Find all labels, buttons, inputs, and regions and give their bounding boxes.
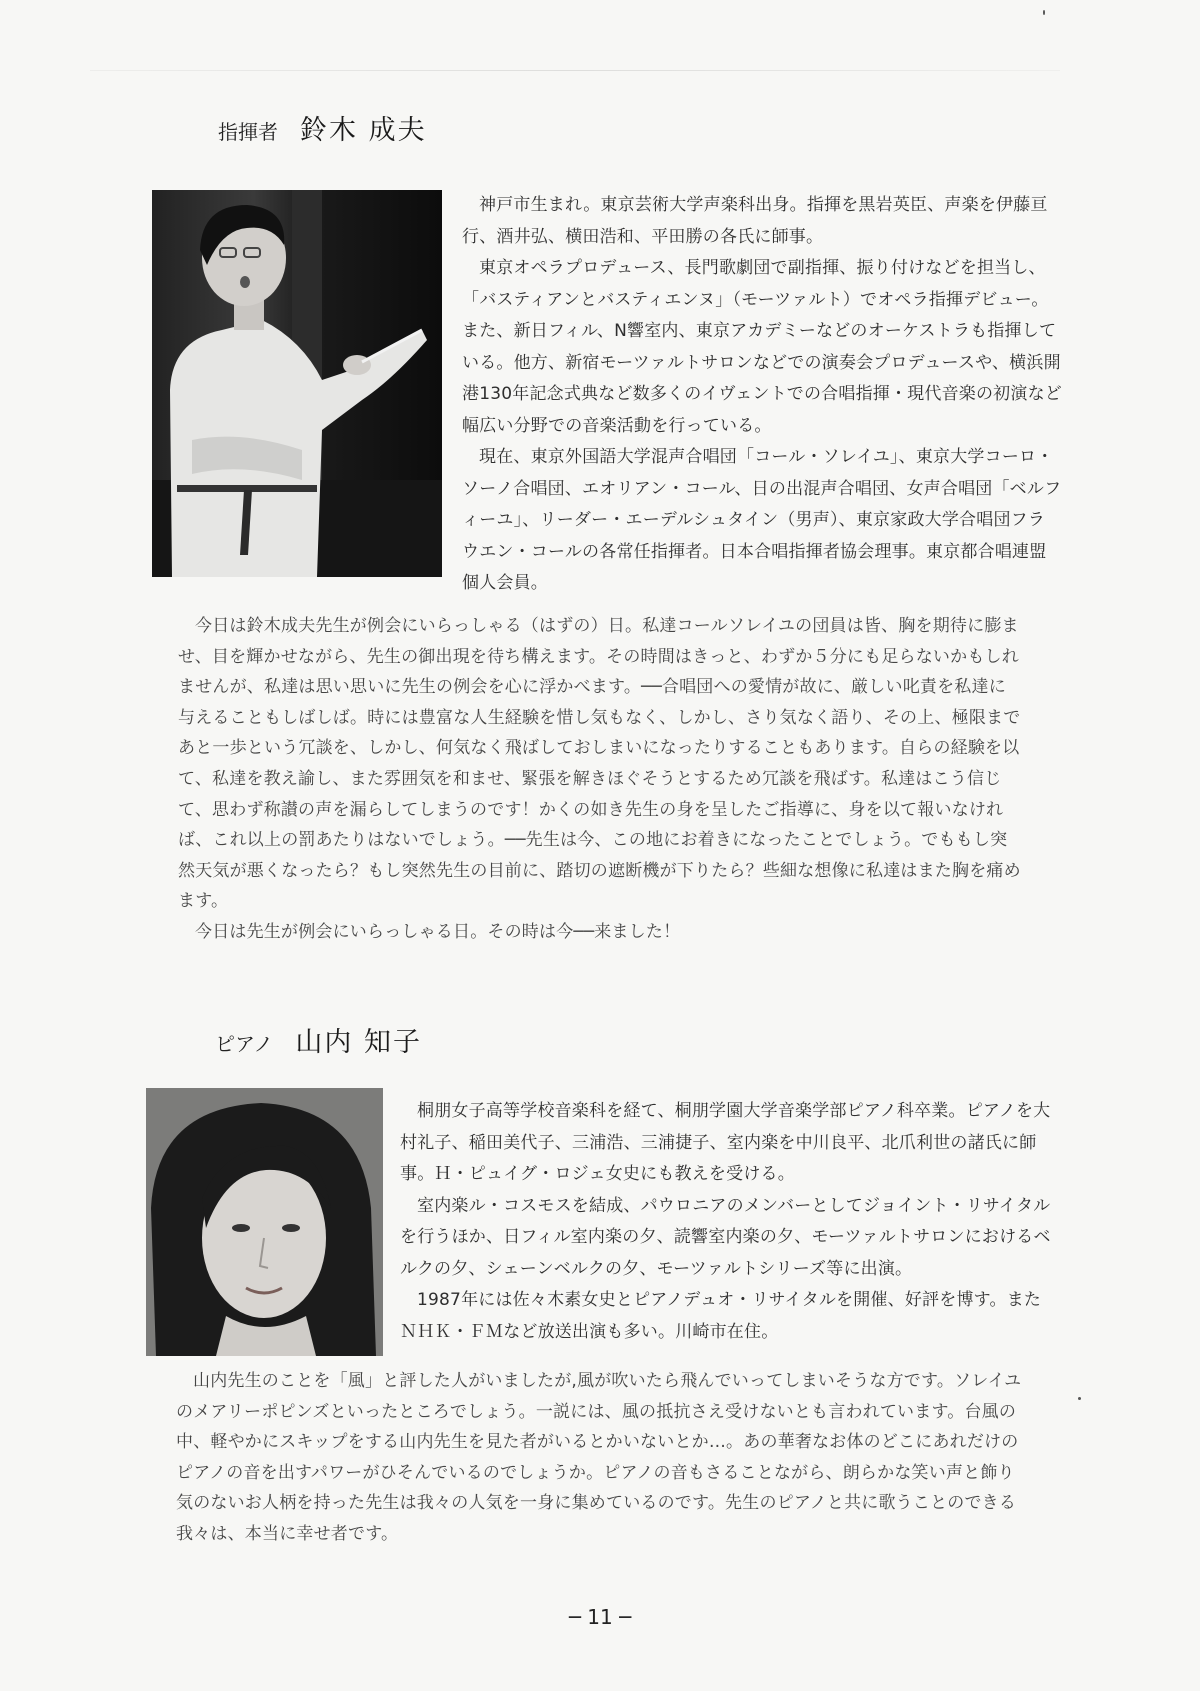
conductor-bio-paragraph: 神戸市生まれ。東京芸術大学声楽科出身。指揮を黒岩英臣、声楽を伊藤亘行、酒井弘、横田浩和、平田勝の各氏に師事。 <box>462 195 1048 247</box>
pianist-bio-paragraph: 室内楽ル・コスモスを結成、パウロニアのメンバーとしてジョイント・リサイタルを行うほか、日フィル室内楽の夕、読響室内楽の夕、モーツァルトサロンにおけるベルクの夕、シェーンベルクの夕、モーツァルトシリーズ等に出演。 <box>400 1195 1051 1279</box>
conductor-bio-paragraph: 現在、東京外国語大学混声合唱団「コール・ソレイユ」、東京大学コーロ・ソーノ合唱団、エオリアン・コール、日の出混声合唱団、女声合唱団「ベルフィーユ」、リーダー・エーデルシュタイン（男声）、東京家政大学合唱団フラウエン・コールの各常任指揮者。日本合唱指揮者協会理事。東京都合唱連盟個人会員。 <box>462 447 1062 593</box>
scan-artifact-line <box>90 70 1060 71</box>
pianist-name: 山内 知子 <box>295 1027 422 1058</box>
pianist-photo <box>146 1088 383 1356</box>
conductor-role-label: 指揮者 <box>218 120 278 144</box>
conductor-heading <box>218 108 427 147</box>
pianist-heading <box>215 1020 422 1059</box>
pianist-bio-paragraph: 1987年には佐々木素女史とピアノデュオ・リサイタルを開催、好評を博す。またＮＨＫ・ＦＭなど放送出演も多い。川崎市在住。 <box>400 1290 1042 1342</box>
pianist-biography <box>400 1096 1055 1348</box>
conductor-name: 鈴木 成夫 <box>300 115 427 146</box>
pianist-essay <box>176 1366 1024 1550</box>
scan-speck <box>1078 1397 1081 1400</box>
conductor-essay-paragraph: 今日は鈴木成夫先生が例会にいらっしゃる（はずの）日。私達コールソレイユの団員は皆、胸を期待に膨ませ、目を輝かせながら、先生の御出現を待ち構えます。その時間はきっと、わずか５分にも足らないかもしれませんが、私達は思い思いに先生の例会を心に浮かべます。──合唱団への愛情が故に、厳しい叱責を私達に与えることもしばしば。時には豊富な人生経験を惜し気もなく、しかし、さり気なく語り、その上、極限まであと一歩という冗談を、しかし、何気なく飛ばしておしまいになったりすることもあります。自らの経験を以て、私達を教え諭し、また雰囲気を和ませ、緊張を解きほぐそうとするため冗談を飛ばす。私達はこう信じて、思わず称讃の声を漏らしてしまうのです！かくの如き先生の身を呈したご指導に、身を以て報いなければ、これ以上の罰あたりはないでしょう。──先生は今、この地にお着きになったことでしょう。でももし突然天気が悪くなったら？もし突然先生の目前に、踏切の遮断機が下りたら？些細な想像に私達はまた胸を痛めます。 <box>178 616 1021 912</box>
pianist-role-label: ピアノ <box>215 1032 274 1056</box>
conductor-essay-paragraph: 今日は先生が例会にいらっしゃる日。その時は今──来ました！ <box>195 921 681 942</box>
page-number: ─ 11 ─ <box>568 1605 632 1629</box>
conductor-essay <box>178 611 1023 948</box>
conductor-photo <box>152 190 442 577</box>
pianist-bio-paragraph: 桐朋女子高等学校音楽科を経て、桐朋学園大学音楽学部ピアノ科卒業。ピアノを大村礼子、稲田美代子、三浦浩、三浦捷子、室内楽を中川良平、北爪利世の諸氏に師事。Ｈ・ピュイグ・ロジェ女史にも教えを受ける。 <box>400 1101 1051 1184</box>
scan-speck <box>1043 10 1045 15</box>
conductor-biography <box>462 190 1062 600</box>
pianist-essay-paragraph: 山内先生のことを「風」と評した人がいましたが,風が吹いたら飛んでいってしまいそうな方です。ソレイユのメアリーポピンズといったところでしょう。一説には、風の抵抗さえ受けないとも言われています。台風の中、軽やかにスキップをする山内先生を見た者がいるとかいないとか…。あの華奢なお体のどこにあれだけのピアノの音を出すパワーがひそんでいるのでしょうか。ピアノの音もさることながら、朗らかな笑い声と飾り気のないお人柄を持った先生は我々の人気を一身に集めているのです。先生のピアノと共に歌うことのできる我々は、本当に幸せ者です。 <box>176 1371 1022 1544</box>
conductor-bio-paragraph: 東京オペラプロデュース、長門歌劇団で副指揮、振り付けなどを担当し、「バスティアンとバスティエンヌ」（モーツァルト）でオペラ指揮デビュー。また、新日フィル、N響室内、東京アカデミーなどのオーケストラも指揮している。他方、新宿モーツァルトサロンなどでの演奏会プロデュースや、横浜開港130年記念式典など数多くのイヴェントでの合唱指揮・現代音楽の初演など幅広い分野での音楽活動を行っている。 <box>462 258 1062 436</box>
